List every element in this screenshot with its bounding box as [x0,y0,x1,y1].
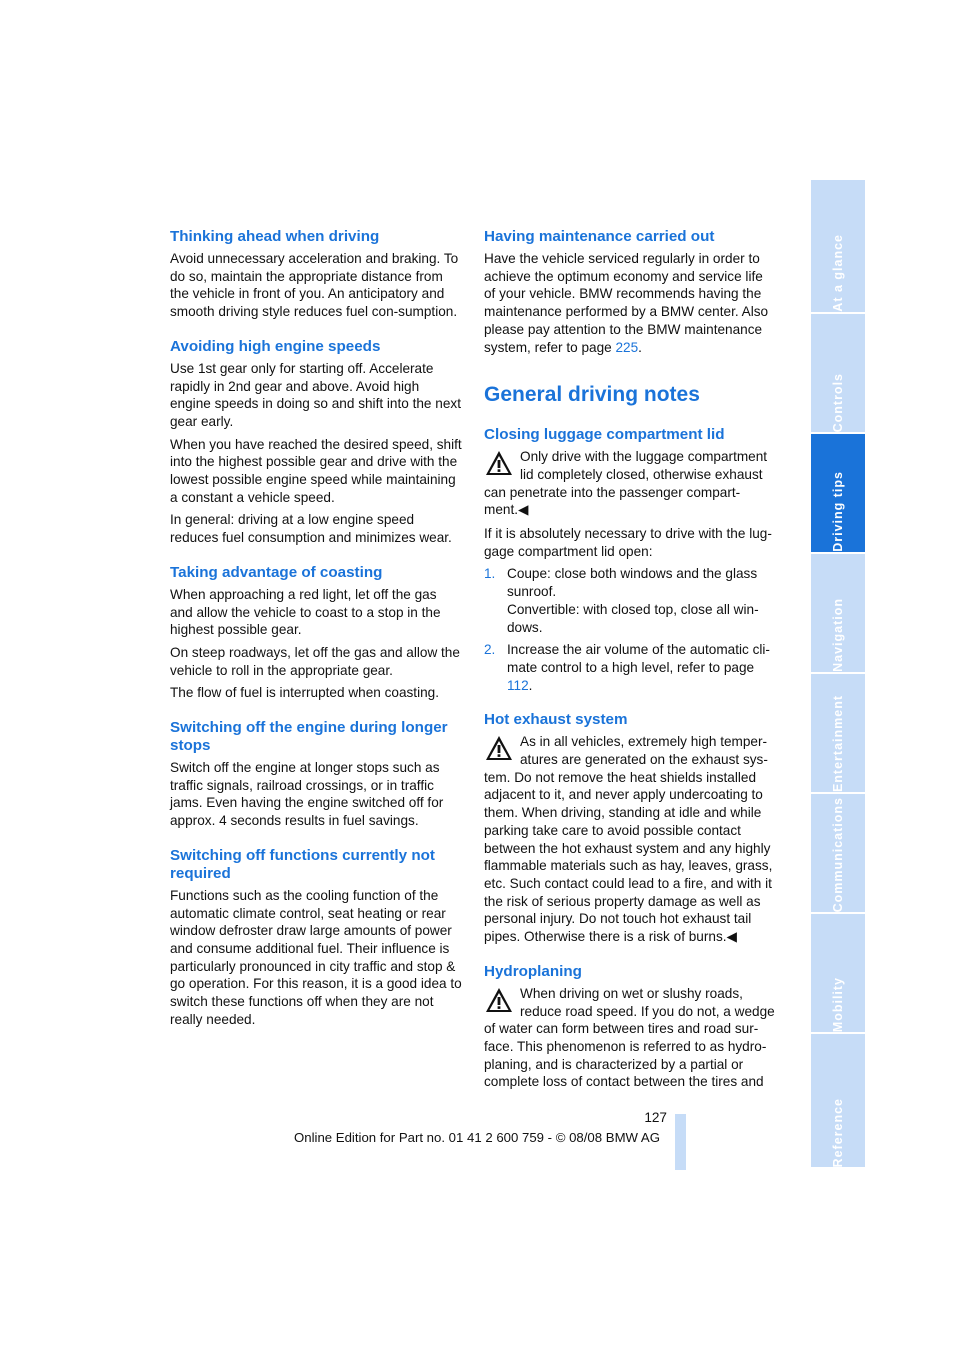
section-text: Functions such as the cooling function of the automatic climate control, seat heating or rear window defroster draw large amounts of power and consume additional fuel. Their influence is particularly pronounced in city traffic and stop & go operation. For this reason, it is a good idea to switch these functions off when they are not really needed. [170,887,462,1027]
tab-label: Communications [831,796,845,912]
section-text: If it is absolutely necessary to drive with the lug-gage compartment lid open: [484,526,772,559]
section-title: Avoiding high engine speeds [170,337,381,355]
section-text: The flow of fuel is interrupted when coasting. [170,685,440,701]
section-text: On steep roadways, let off the gas and allow the vehicle to roll in the appropriate gear. [170,644,460,678]
section-title: Taking advantage of coasting [170,563,383,581]
section-maintenance [484,228,776,356]
warning-triangle-icon [484,448,514,478]
chapter-heading: General driving notes [484,383,700,407]
section-title: Switching off the engine during longer stops [170,719,448,755]
section-title: Thinking ahead when driving [170,228,380,245]
tab-label: Navigation [831,598,845,672]
tab-label: Mobility [831,976,845,1032]
tab-controls[interactable] [811,314,865,432]
chapter-sidebar [811,180,865,1167]
section-title: Hot exhaust system [484,711,628,729]
warning-text [484,733,776,945]
section-luggage [484,426,776,694]
warning-body: When driving on wet or slushy roads, reduce road speed. If you do not, a wedge of water can form between tires and road sur-face. This phenomenon is referred to as hydro-planing, and is characterized by a partial or complete loss of contact between the tires and [484,985,775,1090]
tab-communications[interactable] [811,794,865,912]
list-item [484,641,776,694]
step-line: Coupe: close both windows and the glass sunroof. [507,566,758,600]
section-text: Use 1st gear only for starting off. Accelerate rapidly in 2nd gear and above. Avoid high engine speeds in doing so and shift into the next gear early. [170,360,461,429]
section-title: Closing luggage compartment lid [484,426,725,444]
left-column [170,228,462,1046]
section-thinking-ahead [170,228,462,321]
tab-label: Driving tips [831,471,845,552]
steps-list [484,565,776,694]
tab-reference[interactable] [811,1034,865,1167]
section-text: Avoid unnecessary acceleration and braking. To do so, maintain the appropriate distance from the vehicle in front of you. An anticipatory and smooth driving style reduces fuel con-sumption. [170,251,459,320]
section-text: When you have reached the desired speed, shift into the highest possible gear and drive with the lowest possible engine speed while maintaining a constant a vehicle speed. [170,436,462,505]
tab-label: Controls [831,372,845,432]
list-item [484,565,776,636]
tab-label: Entertainment [831,694,845,792]
step-text: Increase the air volume of the automatic cli-mate control to a high level, refer to page [507,642,770,675]
tab-label: At a glance [831,234,845,312]
step-number: 2. [484,642,496,658]
step-line: Convertible: with closed top, close all win-dows. [507,601,759,635]
section-title: Hydroplaning [484,962,582,980]
section-title: Having maintenance carried out [484,228,715,245]
warning-text [484,448,776,519]
step-number: 1. [484,566,496,582]
maintenance-text: Have the vehicle serviced regularly in order to achieve the optimum economy and service life of your vehicle. BMW recommends having the maintenance performed by a BMW center. Also please pay attention to the BMW maintenance system, refer to page [484,251,769,355]
section-switch-off-engine [170,719,462,830]
tab-mobility[interactable] [811,914,865,1032]
footer-edition-text: Online Edition for Part no. 01 41 2 600 759 - © 08/08 BMW AG [294,1130,660,1145]
tab-label: Reference [831,1097,845,1167]
footer-accent-bar [675,1114,686,1170]
warning-body: Only drive with the luggage compartment lid completely closed, otherwise exhaust can penetrate into the passenger compart-ment.◀ [484,449,768,518]
warning-triangle-icon [484,985,514,1015]
warning-triangle-icon [484,733,514,763]
section-exhaust [484,711,776,945]
section-text: In general: driving at a low engine speed reduces fuel consumption and minimizes wear. [170,512,452,546]
punctuation: . [528,677,533,693]
section-text [484,250,776,356]
section-coasting [170,564,462,702]
tab-navigation[interactable] [811,554,865,672]
page-number: 127 [644,1110,667,1125]
tab-at-a-glance[interactable] [811,180,865,312]
page-link-225[interactable]: 225 [615,339,639,355]
section-text: Switch off the engine at longer stops such as traffic signals, railroad crossings, or in traffic jams. Even having the engine switched off for approx. 4 seconds results in fuel savings. [170,760,444,829]
tab-driving-tips[interactable] [811,434,865,552]
warning-body: As in all vehicles, extremely high temper-atures are generated on the exhaust sys-tem. Do not remove the heat shields installed adjacent to it, and never apply undercoating to them. When driving, standing at idle and while parking take care to avoid possible contact between the hot exhaust system and any highly flammable materials such as hay, leaves, grass, etc. Such contact could lead to a fire, and with it the risk of serious property damage as well as personal injury. Do not touch hot exhaust tail pipes. Otherwise there is a risk of burns.◀ [484,734,773,945]
section-hydroplaning [484,963,776,1091]
right-column [484,228,776,1108]
tab-entertainment[interactable] [811,674,865,792]
warning-text [484,985,776,1091]
section-title: Switching off functions currently not required [170,846,435,882]
page-link-112[interactable]: 112 [507,677,529,693]
section-text: When approaching a red light, let off the gas and allow the vehicle to coast to a stop in the highest possible gear. [170,586,441,638]
section-switch-off-functions [170,847,462,1029]
section-engine-speeds [170,338,462,547]
punctuation: . [638,339,642,355]
